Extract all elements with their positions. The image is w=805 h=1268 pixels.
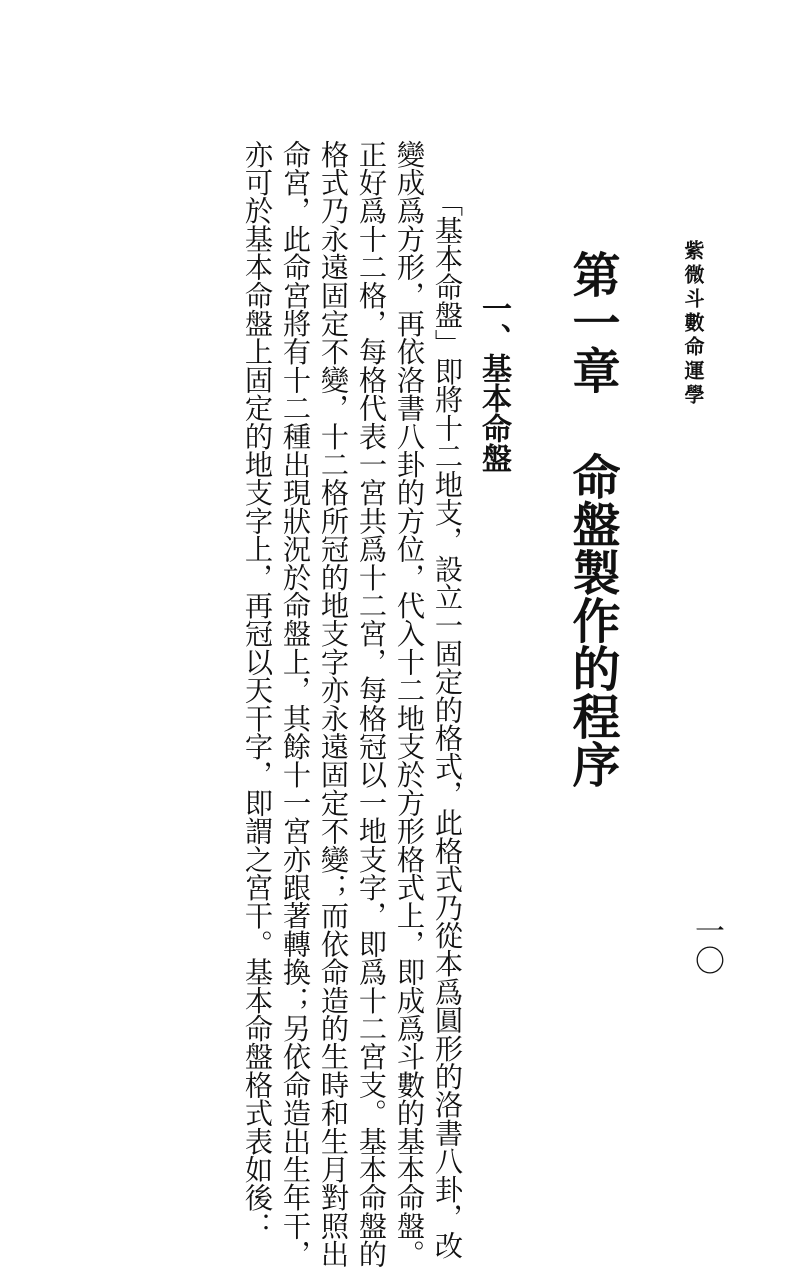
chapter-title (566, 250, 618, 788)
body-line-2: 變成爲方形，再依洛書八卦的方位，代入十二地支於方形格式上，即成爲斗數的基本命盤。 (393, 140, 426, 1268)
page-number: 一〇 (689, 915, 724, 975)
section-heading: 一、基本命盤 (476, 293, 511, 473)
chapter-label: 第一章 (564, 250, 620, 394)
body-line-6: 亦可於基本命盤上固定的地支字上，再冠以天干字，即謂之宮干。基本命盤格式表如後： (241, 140, 274, 1240)
chapter-title-text: 命盤製作的程序 (564, 452, 620, 788)
body-line-3: 正好爲十二格，每格代表一宮共爲十二宮，每格冠以一地支字，即爲十二宮支。基本命盤的 (355, 140, 388, 1268)
body-line-1: 「基本命盤」即將十二地支，設立一固定的格式，此格式乃從本爲圓形的洛書八卦，改 (431, 188, 464, 1260)
running-head: 紫微斗數命運學 (681, 240, 705, 408)
body-line-4: 格式乃永遠固定不變，十二格所冠的地支字亦永遠固定不變；而依命造的生時和生月對照出 (317, 140, 350, 1268)
body-line-5: 命宮，此命宮將有十二種出現狀況於命盤上，其餘十一宮亦跟著轉換；另依命造出生年干， (279, 140, 312, 1268)
